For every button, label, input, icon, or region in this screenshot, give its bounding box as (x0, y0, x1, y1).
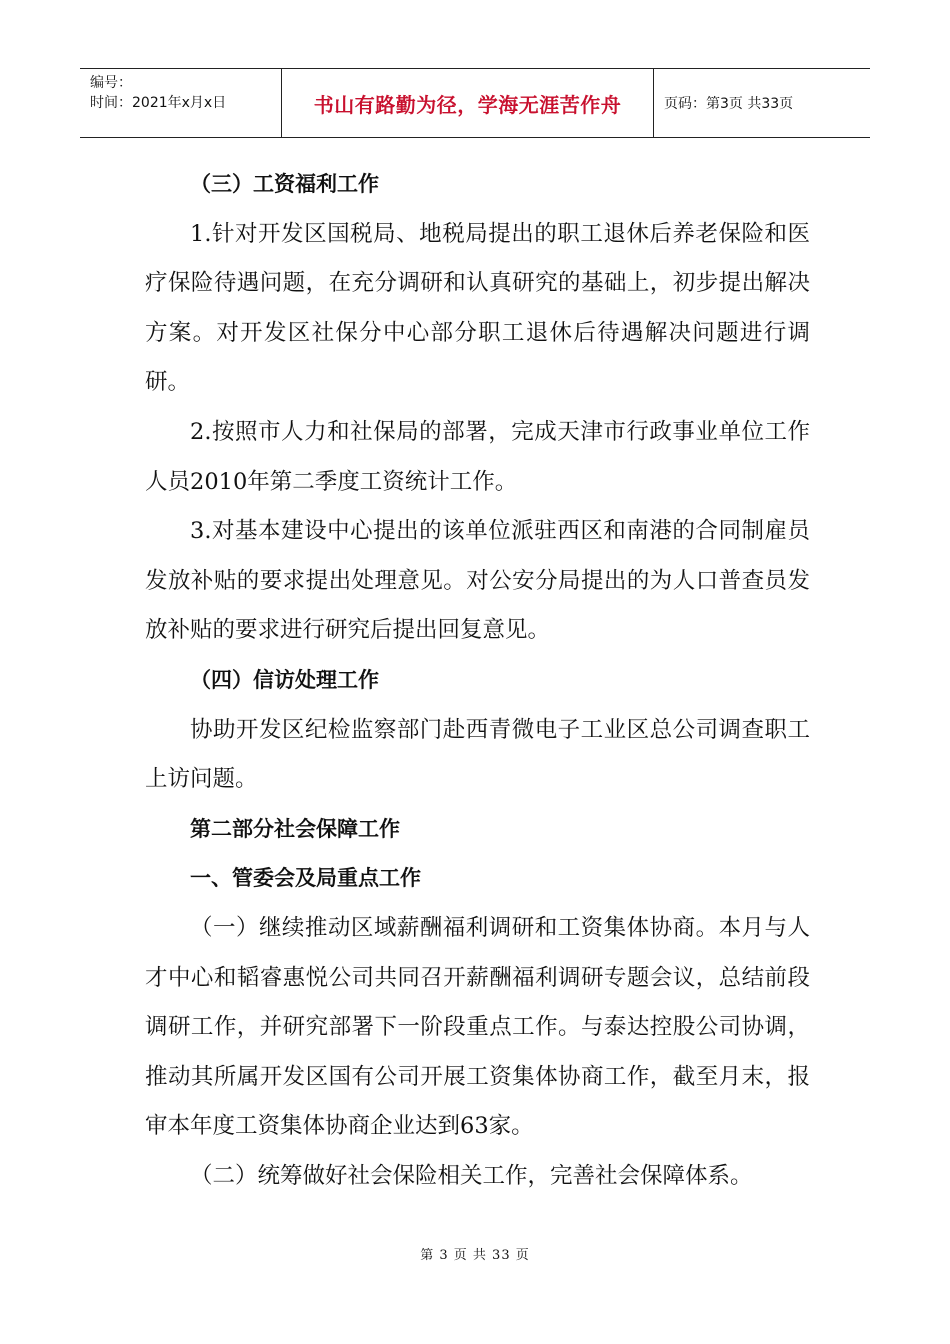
date-label: 时间：2021年x月x日 (90, 95, 227, 111)
section-heading-one: 一、管委会及局重点工作 (190, 866, 421, 891)
header-meta (80, 69, 282, 137)
section-heading-four: （四）信访处理工作 (190, 667, 379, 692)
paragraph-3: 3.对基本建设中心提出的该单位派驻西区和南港的合同制雇员发放补贴的要求提出处理意见。对公安分局提出的为人口普查员发放补贴的要求进行研究后提出回复意见。 (145, 518, 810, 644)
number-label: 编号： (90, 75, 132, 91)
paragraph-1: 1.针对开发区国税局、地税局提出的职工退休后养老保险和医疗保险待遇问题，在充分调研和认真研究的基础上，初步提出解决方案。对开发区社保分中心部分职工退休后待遇解决问题进行调研。 (145, 220, 810, 396)
paragraph-5: （一）继续推动区域薪酬福利调研和工资集体协商。本月与人才中心和韬睿惠悦公司共同召开薪酬福利调研专题会议，总结前段调研工作，并研究部署下一阶段重点工作。与泰达控股公司协调，推动其所属开发区国有公司开展工资集体协商工作，截至月末，报审本年度工资集体协商企业达到63家。 (145, 914, 810, 1140)
document-header (80, 68, 870, 138)
part-two-heading: 第二部分社会保障工作 (190, 816, 400, 841)
header-motto: 书山有路勤为径，学海无涯苦作舟 (282, 69, 654, 137)
paragraph-6: （二）统筹做好社会保险相关工作，完善社会保障体系。 (190, 1162, 753, 1189)
paragraph-2: 2.按照市人力和社保局的部署，完成天津市行政事业单位工作人员2010年第二季度工资统计工作。 (145, 418, 810, 495)
page-footer: 第 3 页 共 33 页 (420, 1248, 530, 1263)
document-body (145, 160, 810, 1201)
paragraph-4: 协助开发区纪检监察部门赴西青微电子工业区总公司调查职工上访问题。 (145, 716, 810, 793)
section-heading-three: （三）工资福利工作 (190, 172, 379, 196)
header-page-info: 页码：第3页 共33页 (664, 96, 794, 112)
